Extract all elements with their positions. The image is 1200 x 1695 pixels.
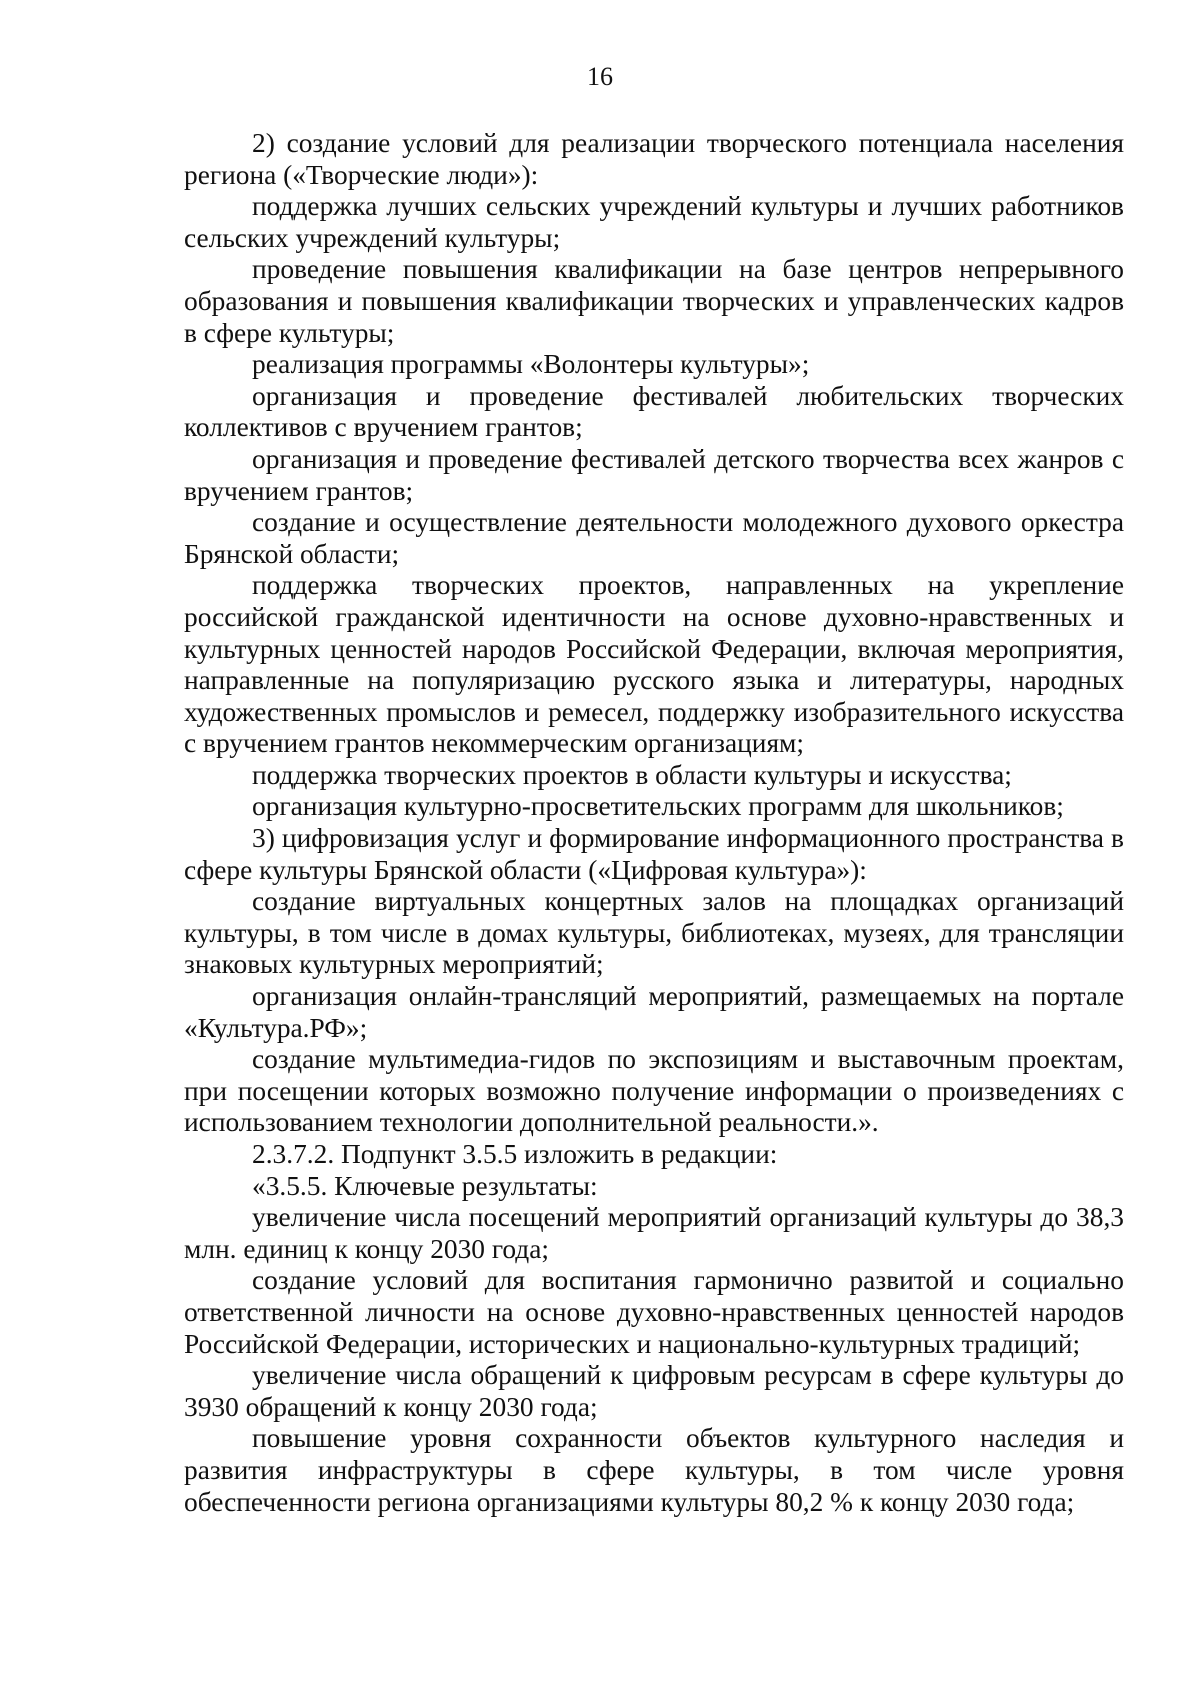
paragraph: создание виртуальных концертных залов на площадках организаций культуры, в том числе в домах культуры, библиотеках, музеях, для трансляции знаковых культурных мероприятий; xyxy=(184,886,1124,980)
paragraph: поддержка творческих проектов в области культуры и искусства; xyxy=(252,759,1012,790)
paragraph: повышение уровня сохранности объектов культурного наследия и развития инфраструктуры в сфере культуры, в том числе уровня обеспеченности региона организациями культуры 80,2 % к концу 2030 года; xyxy=(184,1423,1124,1517)
paragraph: 2.3.7.2. Подпункт 3.5.5 изложить в редакции: xyxy=(252,1139,778,1169)
paragraph: поддержка лучших сельских учреждений культуры и лучших работников сельских учреждений культуры; xyxy=(184,191,1124,253)
paragraph: реализация программы «Волонтеры культуры»; xyxy=(252,349,810,380)
paragraph: 2) создание условий для реализации творческого потенциала населения региона («Творческие люди»): xyxy=(184,128,1124,190)
paragraph: организация и проведение фестивалей детского творчества всех жанров с вручением грантов; xyxy=(184,443,1124,506)
paragraph: создание условий для воспитания гармонично развитой и социально ответственной личности на основе духовно-нравственных ценностей народов Российской Федерации, исторических и национально-культурных традиций; xyxy=(184,1265,1124,1359)
paragraph: организация культурно-просветительских программ для школьников; xyxy=(252,791,1064,822)
paragraph: создание и осуществление деятельности молодежного духового оркестра Брянской области; xyxy=(184,507,1124,569)
paragraph: создание мультимедиа-гидов по экспозициям и выставочным проектам, при посещении которых возможно получение информации о произведениях с использованием технологии дополнительной реальности.». xyxy=(184,1044,1124,1138)
paragraph: организация и проведение фестивалей любительских творческих коллективов с вручением грантов; xyxy=(184,380,1124,443)
paragraph: проведение повышения квалификации на базе центров непрерывного образования и повышения квалификации творческих и управленческих кадров в сфере культуры; xyxy=(184,254,1124,348)
paragraph: 3) цифровизация услуг и формирование информационного пространства в сфере культуры Брянской области («Цифровая культура»): xyxy=(184,823,1124,885)
page-number: 16 xyxy=(587,62,613,91)
paragraph: увеличение числа посещений мероприятий организаций культуры до 38,3 млн. единиц к концу 2030 года; xyxy=(184,1202,1124,1264)
document-body xyxy=(184,128,1124,1518)
paragraph: увеличение числа обращений к цифровым ресурсам в сфере культуры до 3930 обращений к концу 2030 года; xyxy=(184,1360,1124,1422)
paragraph: организация онлайн-трансляций мероприятий, размещаемых на портале «Культура.РФ»; xyxy=(184,981,1124,1043)
paragraph: поддержка творческих проектов, направленных на укрепление российской гражданской идентичности на основе духовно-нравственных и культурных ценностей народов Российской Федерации, включая мероприятия, направленные на популяризацию русского языка и литературы, народных художественных промыслов и ремесел, поддержку изобразительного искусства с вручением грантов некоммерческим организациям; xyxy=(184,570,1124,759)
paragraph: «3.5.5. Ключевые результаты: xyxy=(252,1170,598,1201)
